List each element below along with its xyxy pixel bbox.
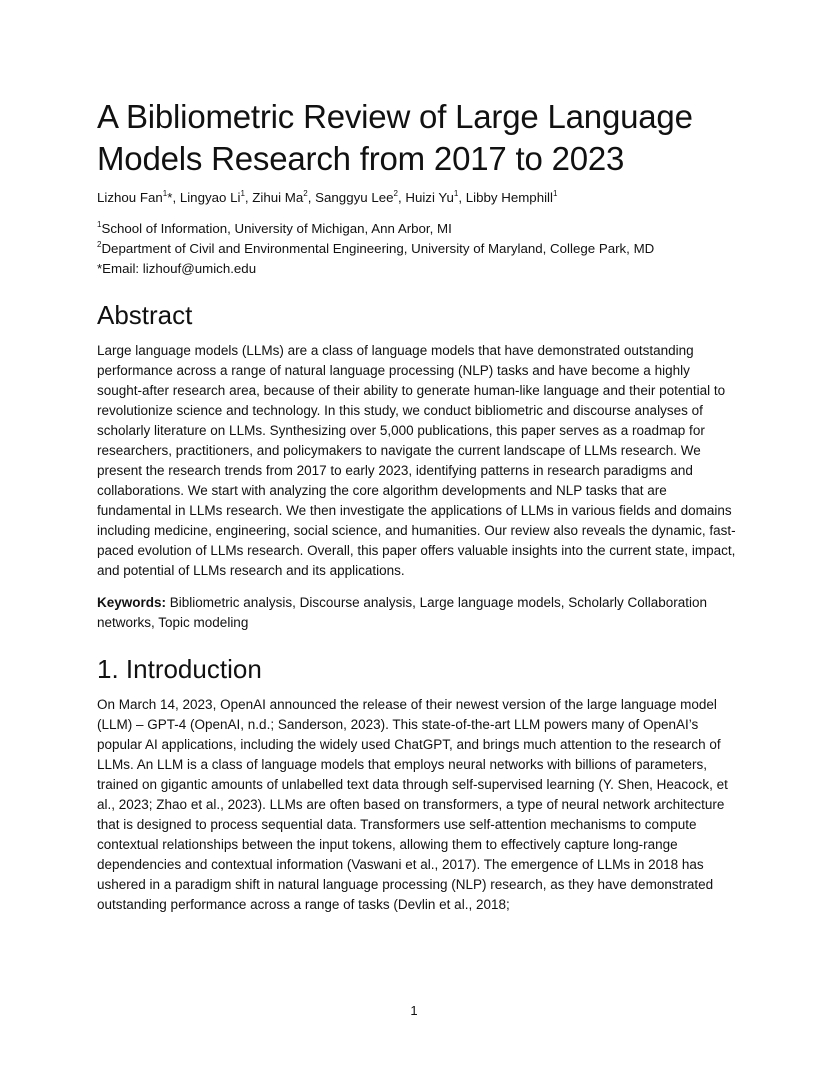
author: Lizhou Fan$^1$*,	[97, 188, 180, 205]
author: Sanggyu Lee$^2$,	[315, 188, 406, 205]
affiliation: $^2$Department of Civil and Environmental Engineering, University of Maryland, College Park, MD	[97, 239, 655, 256]
keywords	[97, 593, 737, 633]
page-number: 1	[410, 1003, 418, 1018]
keywords-text: Bibliometric analysis, Discourse analysis, Large language models, Scholarly Collaboration networks, Topic modeling	[97, 595, 708, 630]
author-list	[97, 189, 737, 207]
introduction-body: On March 14, 2023, OpenAI announced the release of their newest version of the large language model (LLM) – GPT-4 (OpenAI, n.d.; Sanderson, 2023). This state-of-the-art LLM powers many of OpenAI’s popular AI applications, including the widely used ChatGPT, and brings much attention to the research of LLMs. An LLM is a class of language models that employs neural networks with billions of parameters, trained on gigantic amounts of unlabelled text data through self-supervised learning (Y. Shen, Heacock, et al., 2023; Zhao et al., 2023). LLMs are often based on transformers, a type of neural network architecture that is designed to process sequential data. Transformers use self-attention mechanisms to compute contextual relationships between the input tokens, allowing them to effectively capture long-range dependencies and contextual information (Vaswani et al., 2017). The emergence of LLMs in 2018 has ushered in a paradigm shift in natural language processing (NLP) research, as they have demonstrated outstanding performance across a range of tasks (Devlin et al., 2018;	[97, 697, 728, 912]
abstract-body: Large language models (LLMs) are a class of language models that have demonstrated outstanding performance across a range of natural language processing (NLP) tasks and have become a highly sought-after research area, because of their ability to generate human-like language and their potential to revolutionize science and technology. In this study, we conduct bibliometric and discourse analyses of scholarly literature on LLMs. Synthesizing over 5,000 publications, this paper serves as a roadmap for researchers, practitioners, and policymakers to navigate the current landscape of LLMs research. We present the research trends from 2017 to early 2023, identifying patterns in research paradigms and collaborations. We start with analyzing the core algorithm developments and NLP tasks that are fundamental in LLMs research. We then investigate the applications of LLMs in various fields and domains including medicine, engineering, social science, and humanities. Our review also reveals the dynamic, fast-paced evolution of LLMs research. Overall, this paper offers valuable insights into the current state, impact, and potential of LLMs research and its applications.	[97, 343, 736, 578]
introduction-heading: 1. Introduction	[97, 654, 262, 684]
affiliation: $^1$School of Information, University of Michigan, Ann Arbor, MI	[97, 219, 452, 236]
affiliations	[97, 219, 737, 279]
paper-title: A Bibliometric Review of Large Language Models Research from 2017 to 2023	[97, 98, 693, 177]
page-content	[97, 96, 737, 915]
keywords-label: Keywords:	[97, 595, 167, 610]
author: Lingyao Li$^1$,	[179, 188, 253, 205]
author: Huizi Yu$^1$,	[405, 188, 466, 205]
author: Zihui Ma$^2$,	[252, 188, 316, 205]
author: Libby Hemphill$^1$	[465, 188, 558, 205]
contact-email: *Email: lizhouf@umich.edu	[97, 261, 257, 276]
abstract-heading: Abstract	[97, 300, 193, 330]
